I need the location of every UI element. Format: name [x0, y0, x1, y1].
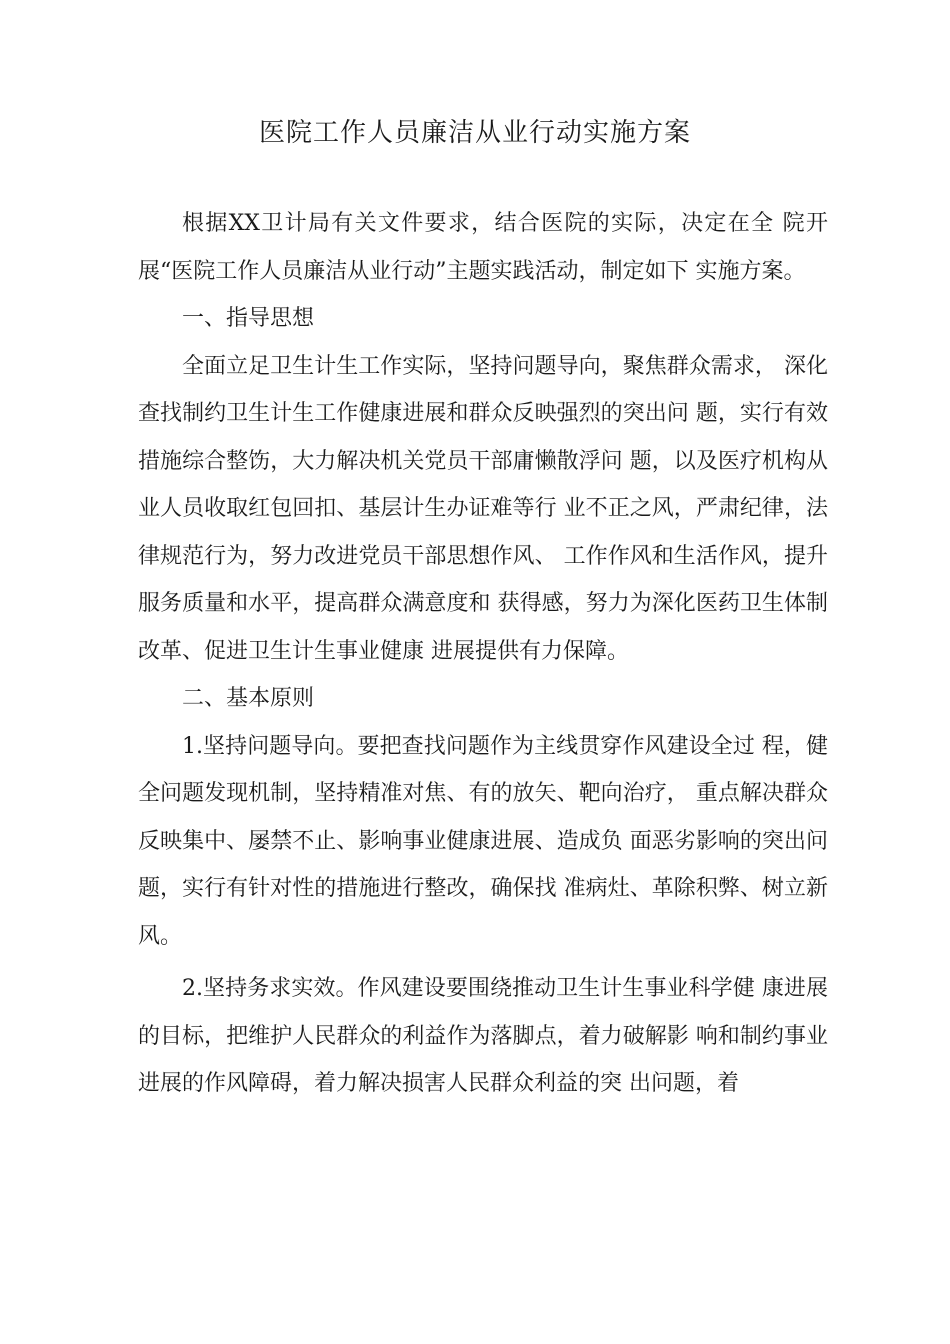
- section-heading-basic-principles: 二、基本原则: [182, 686, 315, 711]
- document-body: [138, 200, 828, 1108]
- guiding-thought-paragraph: 全面立足卫生计生工作实际，坚持问题导向，聚焦群众需求， 深化查找制约卫生计生工作健康进展和群众反映强烈的突出问 题，实行有效措施综合整饬，大力解决机关党员干部庸懒散浮问 题，以及医疗机构从业人员收取红包回扣、基层计生办证难等行 业不正之风，严肃纪律，法律规范行为，努力改进党员干部思想作风、 工作作风和生活作风，提升服务质量和水平，提高群众满意度和 获得感，努力为深化医药卫生体制改革、促进卫生计生事业健康 进展提供有力保障。: [138, 353, 828, 664]
- section-heading-guiding-thought: 一、指导思想: [182, 306, 315, 331]
- document-title: 医院工作人员廉洁从业行动实施方案: [258, 118, 691, 148]
- principle-2-paragraph: 2.坚持务求实效。作风建设要围绕推动卫生计生事业科学健 康进展的目标，把维护人民群众的利益作为落脚点，着力破解影 响和制约事业进展的作风障碍，着力解决损害人民群众利益的突 出问题，着: [138, 976, 828, 1096]
- principle-1-paragraph: 1.坚持问题导向。要把查找问题作为主线贯穿作风建设全过 程，健全问题发现机制，坚持精准对焦、有的放矢、靶向治疗， 重点解决群众反映集中、屡禁不止、影响事业健康进展、造成负 面恶劣影响的突出问题，实行有针对性的措施进行整改，确保找 准病灶、革除积弊、树立新风。: [138, 733, 828, 949]
- intro-paragraph: 根据XX卫计局有关文件要求，结合医院的实际，决定在全 院开展“医院工作人员廉洁从业行动”主题实践活动，制定如下 实施方案。: [138, 211, 828, 284]
